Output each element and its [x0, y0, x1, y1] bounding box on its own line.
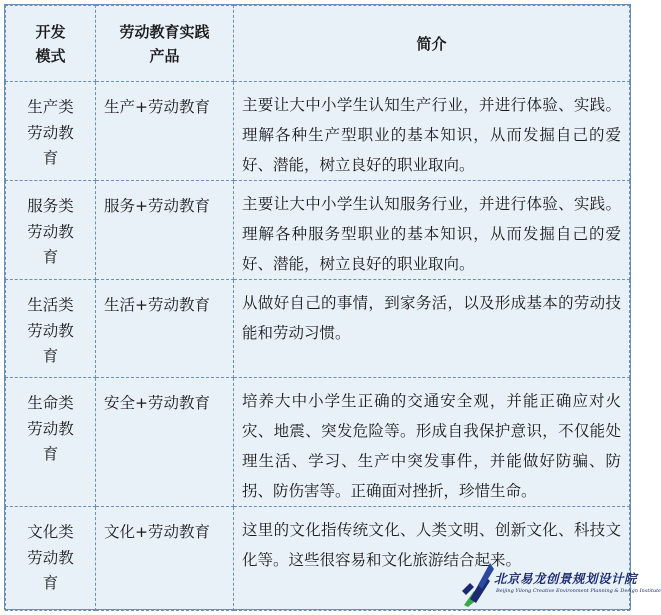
mode-cell	[6, 280, 96, 378]
mode-line: 文化类	[27, 523, 74, 541]
mode-line: 育	[42, 248, 59, 266]
mode-line: 育	[42, 149, 59, 167]
product-cell: 文化+劳动教育	[96, 507, 234, 611]
mode-line: 育	[42, 574, 59, 592]
mode-line: 劳动教	[27, 419, 74, 438]
intro-cell: 这里的文化指传统文化、人类文明、创新文化、科技文化等。这些很容易和文化旅游结合起来。	[234, 507, 630, 611]
mode-cell	[6, 181, 96, 280]
mode-cell	[6, 378, 96, 507]
mode-line: 生命类	[27, 394, 74, 412]
intro-cell: 主要让大中小学生认知服务行业，并进行体验、实践。理解各种服务型职业的基本知识，从而发掘自己的爱好、潜能，树立良好的职业取向。	[234, 181, 630, 280]
product-cell: 生产+劳动教育	[96, 82, 234, 181]
intro-cell: 培养大中小学生正确的交通安全观，并能正确应对火灾、地震、突发危险等。形成自我保护意识，不仅能处理生活、学习、生产中突发事件，并能做好防骗、防拐、防伤害等。正确面对挫折，珍惜生命。	[234, 378, 630, 507]
mode-cell	[6, 82, 96, 181]
mode-line: 生活类	[27, 296, 74, 314]
mode-line: 劳动教	[27, 222, 74, 241]
mode-line: 劳动教	[27, 123, 74, 142]
intro-cell: 从做好自己的事情，到家务活，以及形成基本的劳动技能和劳动习惯。	[234, 280, 630, 378]
mode-line: 服务类	[27, 197, 74, 215]
education-table-container	[4, 4, 631, 610]
product-cell: 生活+劳动教育	[96, 280, 234, 378]
table-row	[6, 82, 630, 181]
labor-education-table	[5, 5, 630, 611]
mode-cell	[6, 507, 96, 611]
table-row	[6, 181, 630, 280]
watermark-subtitle: Beijing Yilong Creative Environment Planning & Design Institute	[496, 588, 661, 594]
mode-line: 劳动教	[27, 321, 74, 340]
mode-line: 育	[42, 347, 59, 365]
intro-cell: 主要让大中小学生认知生产行业，并进行体验、实践。理解各种生产型职业的基本知识，从而发掘自己的爱好、潜能，树立良好的职业取向。	[234, 82, 630, 181]
header-mode-line-1: 开发	[35, 22, 66, 41]
mode-line: 育	[42, 445, 59, 463]
header-mode	[6, 6, 96, 82]
header-product-line-2: 产品	[149, 46, 180, 65]
watermark-name: 北京易龙创景规划设计院	[494, 571, 638, 586]
table-header-row	[6, 6, 630, 82]
header-intro: 简介	[234, 6, 630, 82]
mode-line: 生产类	[27, 98, 74, 116]
mode-line: 劳动教	[27, 548, 74, 567]
product-cell: 服务+劳动教育	[96, 181, 234, 280]
logo-emblem-icon	[460, 561, 496, 607]
table-row	[6, 280, 630, 378]
header-product-line-1: 劳动教育实践	[119, 22, 210, 41]
product-cell: 安全+劳动教育	[96, 378, 234, 507]
header-mode-line-2: 模式	[35, 46, 66, 65]
table-row	[6, 378, 630, 507]
header-product	[96, 6, 234, 82]
watermark-logo	[460, 555, 661, 609]
